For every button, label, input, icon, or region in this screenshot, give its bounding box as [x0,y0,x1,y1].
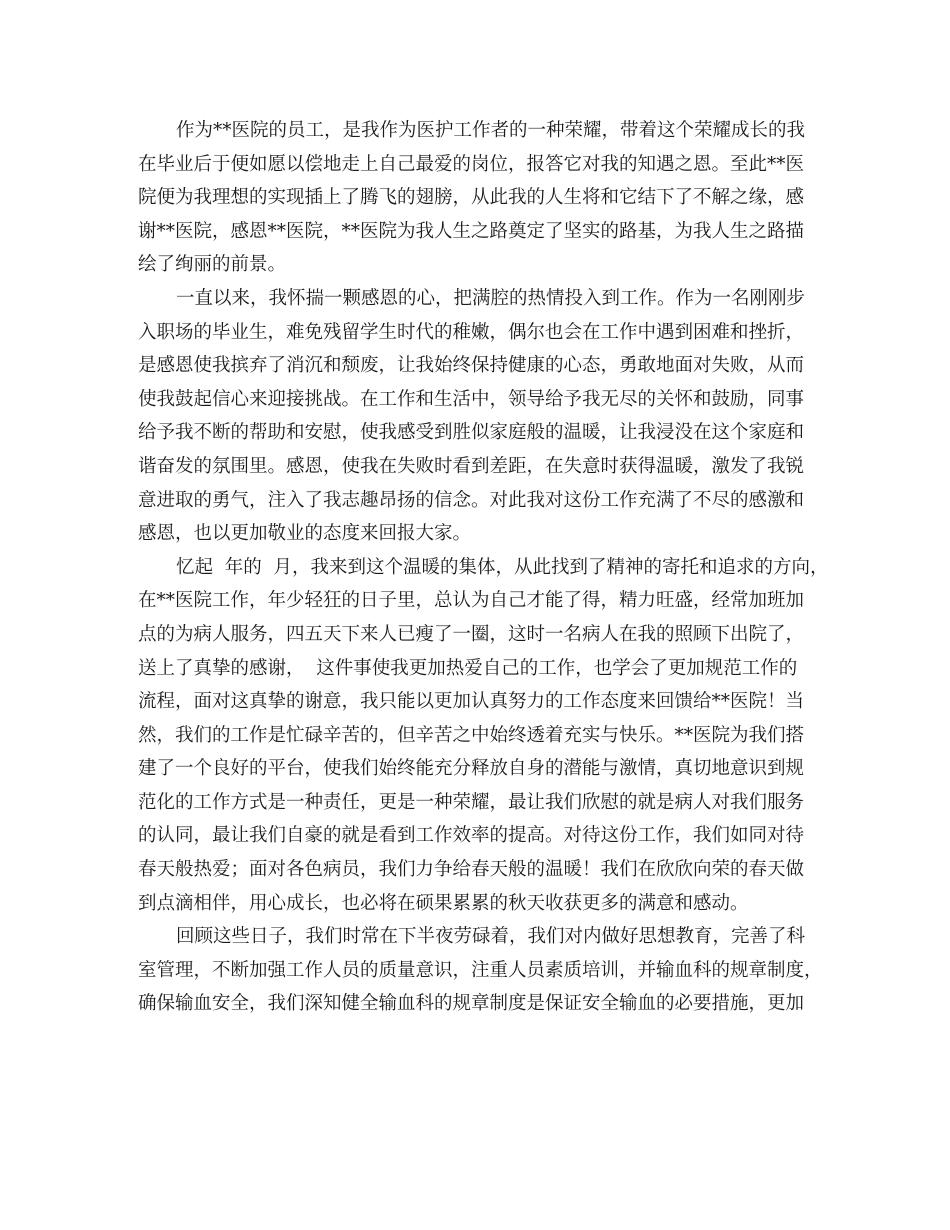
paragraph-3-line-2: 在**医院工作，年少轻狂的日子里，总认为自己才能了得，精力旺盛，经常加班加 [138,590,805,612]
paragraph-2-line-8: 感恩，也以更加敬业的态度来回报大家。 [138,523,472,545]
paragraph-1-line-5: 绘了绚丽的前景。 [138,254,287,276]
paragraph-3-line-3: 点的为病人服务，四五天下来人已瘦了一圈，这时一名病人在我的照顾下出院了， [138,623,805,645]
paragraph-1-line-4: 谢**医院，感恩**医院，**医院为我人生之路奠定了坚实的路基，为我人生之路描 [138,220,805,242]
paragraph-3-line-6: 然，我们的工作是忙碌辛苦的，但辛苦之中始终透着充实与快乐。**医院为我们搭 [138,724,805,746]
paragraph-4-line-1: 回顾这些日子，我们时常在下半夜劳碌着，我们对内做好思想教育，完善了科 [176,926,806,948]
paragraph-2-line-6: 谐奋发的氛围里。感恩，使我在失败时看到差距，在失意时获得温暖，激发了我锐 [138,455,805,477]
paragraph-2-line-3: 是感恩使我摈弃了消沉和颓废，让我始终保持健康的心态，勇敢地面对失败，从而 [138,355,805,377]
paragraph-3-line-11: 到点滴相伴，用心成长，也必将在硕果累累的秋天收获更多的满意和感动。 [138,892,749,914]
paragraph-1-line-2: 在毕业后于便如愿以偿地走上自己最爱的岗位，报答它对我的知遇之恩。至此**医 [138,153,805,175]
paragraph-2-line-4: 使我鼓起信心来迎接挑战。在工作和生活中，领导给予我无尽的关怀和鼓励，同事 [138,388,805,410]
paragraph-2-line-5: 给予我不断的帮助和安慰，使我感受到胜似家庭般的温暖，让我浸没在这个家庭和 [138,422,805,444]
document-body [138,114,829,1021]
paragraph-2-line-1: 一直以来，我怀揣一颗感恩的心，把满腔的热情投入到工作。作为一名刚刚步 [176,287,806,309]
paragraph-4-line-3: 确保输血安全，我们深知健全输血科的规章制度是保证安全输血的必要措施，更加 [138,993,805,1015]
paragraph-2-line-7: 意进取的勇气，注入了我志趣昂扬的信念。对此我对这份工作充满了不尽的感激和 [138,489,805,511]
paragraph-3-line-4: 送上了真挚的感谢， 这件事使我更加热爱自己的工作，也学会了更加规范工作的 [138,657,798,679]
paragraph-3-line-5: 流程，面对这真挚的谢意，我只能以更加认真努力的工作态度来回馈给**医院！当 [138,691,805,713]
paragraph-1-line-3: 院便为我理想的实现插上了腾飞的翅膀，从此我的人生将和它结下了不解之缘，感 [138,187,805,209]
paragraph-3-line-1: 忆起 年的 月，我来到这个温暖的集体，从此找到了精神的寄托和追求的方向， [176,556,829,578]
paragraph-3-line-8: 范化的工作方式是一种责任，更是一种荣耀，最让我们欣慰的就是病人对我们服务 [138,791,805,813]
paragraph-1-line-1: 作为**医院的员工，是我作为医护工作者的一种荣耀，带着这个荣耀成长的我 [176,120,806,141]
paragraph-3-line-10: 春天般热爱；面对各色病员，我们力争给春天般的温暖！我们在欣欣向荣的春天做 [138,859,805,881]
paragraph-3-line-9: 的认同，最让我们自豪的就是看到工作效率的提高。对待这份工作，我们如同对待 [138,825,805,847]
paragraph-3-line-7: 建了一个良好的平台，使我们始终能充分释放自身的潜能与激情，真切地意识到规 [138,758,805,780]
paragraph-2-line-2: 入职场的毕业生，难免残留学生时代的稚嫩，偶尔也会在工作中遇到困难和挫折， [138,321,805,343]
paragraph-4-line-2: 室管理，不断加强工作人员的质量意识，注重人员素质培训，并输血科的规章制度， [138,959,823,981]
